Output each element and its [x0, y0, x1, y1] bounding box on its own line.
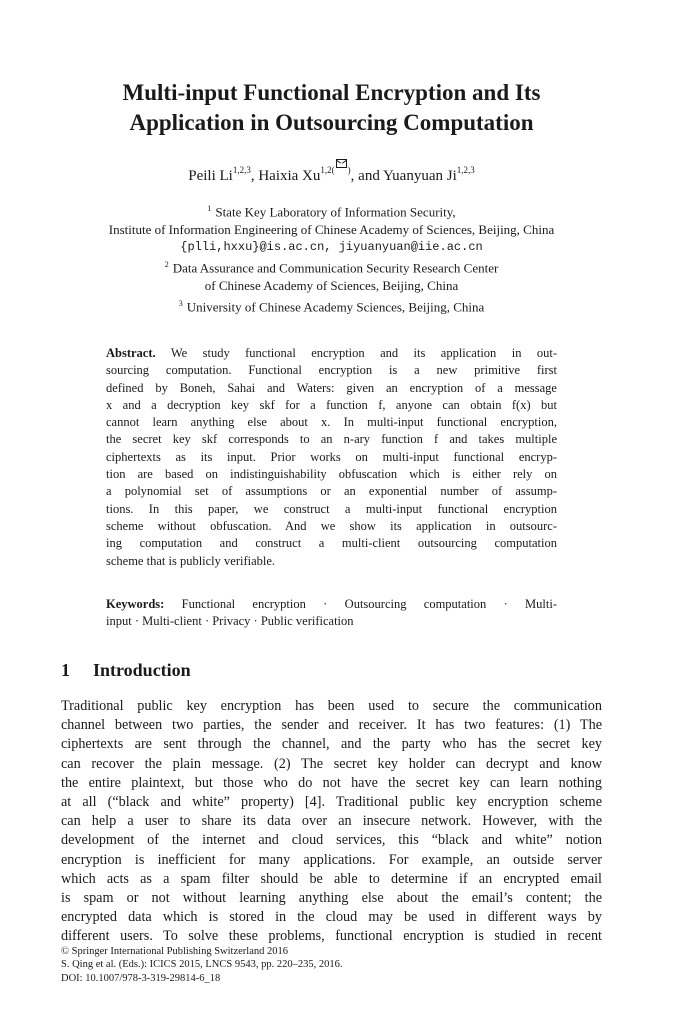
author-affil-marks: 1,2,3: [456, 165, 475, 175]
author-name: Peili Li: [188, 168, 233, 184]
abstract-line: the secret key skf corresponds to an n-ary function f and takes multiple: [106, 432, 557, 447]
body-line: development of the internet and cloud services, this “black and white” notion: [61, 832, 602, 849]
author-affil-marks: 1,2,3: [232, 165, 251, 175]
section-number: 1: [61, 660, 70, 680]
affiliation-number: 3: [178, 298, 183, 308]
abstract-line: Abstract. We study functional encryption and its application in out-: [106, 346, 557, 360]
abstract-line: cannot learn anything else about x. In multi-input functional encryption,: [106, 415, 557, 430]
abstract-line: ciphertexts as its input. Prior works on multi-input functional encryp-: [106, 449, 557, 464]
envelope-icon: [336, 159, 347, 168]
body-line: Traditional public key encryption has been used to secure the communication: [61, 698, 602, 714]
body-line: different users. To solve these problems, functional encryption is studied in recent: [61, 928, 602, 945]
body-line: the entire plaintext, but those who do not have the secret key can learn nothing: [61, 774, 602, 791]
title-line: Multi-input Functional Encryption and Its: [122, 80, 541, 105]
affiliation-line: Institute of Information Engineering of Chinese Academy of Sciences, Beijing, China: [108, 221, 555, 237]
body-line: is spam or not without learning anything else about the email’s content; the: [61, 889, 602, 906]
abstract-line: x and a decryption key skf for a function f, anyone can obtain f(x) but: [106, 397, 557, 412]
title-line: Application in Outsourcing Computation: [129, 110, 534, 135]
affiliation-line: $^2$ Data Assurance and Communication Security Research Center: [164, 260, 499, 276]
keywords: [106, 596, 557, 631]
abstract: [106, 345, 557, 570]
affiliation-number: 1: [207, 204, 212, 213]
body-line: at all (“black and white” property) [4]. Traditional public key encryption scheme: [61, 793, 602, 810]
abstract-line: scheme without obfuscation. And we show its application in outsourc-: [106, 518, 557, 533]
author-emails[interactable]: {plli,hxxu}@is.ac.cn, jiyuanyuan@iie.ac.cn: [180, 239, 483, 254]
abstract-line: ing computation and construct a multi-client outsourcing computation: [106, 536, 557, 551]
body-text: [61, 697, 602, 946]
body-line: encrypted data which is stored in the cloud may be used in different ways by: [61, 909, 602, 926]
affiliation-line: $^3$ University of Chinese Academy Sciences, Beijing, China: [178, 298, 485, 314]
abstract-line: defined by Boneh, Sahai and Waters: given an encryption of a message: [106, 380, 557, 395]
body-line: can help a user to share its data over an insecure network. However, with the: [61, 813, 602, 830]
section-heading: [61, 660, 191, 681]
abstract-line: tions. In this paper, we construct a multi-input functional encryption: [106, 501, 557, 516]
section-title: Introduction: [93, 660, 191, 680]
keywords-line: input · Multi-client · Privacy · Public verification: [106, 614, 354, 629]
keywords-label: Keywords:: [106, 597, 165, 611]
body-line: which acts as a spam filter should be able to determine if an encrypted email: [61, 870, 602, 887]
body-line: can recover the plain message. (2) The secret key holder can decrypt and know: [61, 755, 602, 772]
body-line: ciphertexts are sent through the channel, and the party who has the secret key: [61, 736, 602, 753]
paper-title: [60, 78, 603, 138]
affiliation-line: of Chinese Academy of Sciences, Beijing, China: [204, 278, 459, 294]
citation-info: S. Qing et al. (Eds.): ICICS 2015, LNCS 9543, pp. 220–235, 2016.: [61, 959, 343, 971]
abstract-line: sourcing computation. Functional encryption is a new primitive first: [106, 363, 557, 378]
body-line: encryption is inefficient for many applications. For example, an outside server: [61, 851, 602, 868]
author-name: Haixia Xu: [258, 168, 321, 184]
keywords-line: Keywords: Functional encryption · Outsourcing computation · Multi-: [106, 597, 557, 611]
body-line: channel between two parties, the sender and receiver. It has two features: (1) The: [61, 717, 602, 734]
page-footer: [61, 945, 342, 985]
author-separator: ,: [250, 168, 259, 184]
doi-link[interactable]: DOI: 10.1007/978-3-319-29814-6_18: [61, 972, 221, 984]
affiliation-number: 2: [164, 260, 169, 270]
author-affil-marks: 1,2( ): [320, 165, 350, 175]
abstract-line: scheme that is publicly verifiable.: [106, 553, 276, 568]
author-list: [60, 166, 603, 185]
author-name: , and Yuanyuan Ji: [350, 168, 457, 184]
copyright-notice: © Springer International Publishing Switzerland 2016: [61, 946, 288, 957]
abstract-line: a polynomial set of assumptions or an exponential number of assump-: [106, 484, 557, 499]
affiliations: [60, 200, 603, 316]
abstract-line: tion are based on indistinguishability obfuscation which is either rely on: [106, 467, 557, 482]
abstract-label: Abstract.: [106, 346, 156, 360]
affiliation-line: $^1$ State Key Laboratory of Information Security,: [207, 204, 456, 220]
